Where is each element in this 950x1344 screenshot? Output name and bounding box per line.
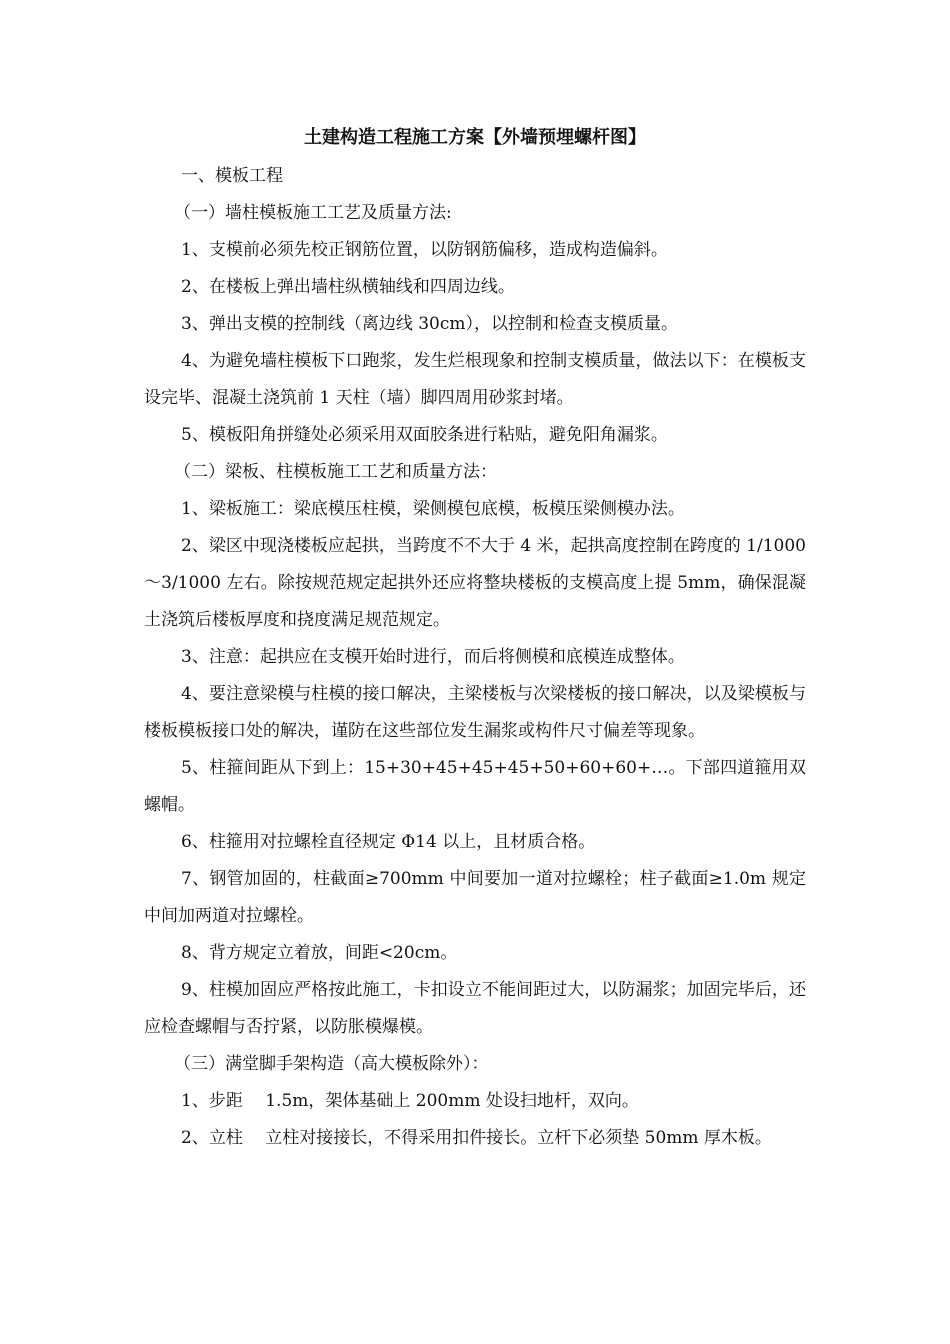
document-title: 土建构造工程施工方案【外墙预埋螺杆图】 — [304, 127, 646, 148]
paragraph: 1、支模前必须先校正钢筋位置，以防钢筋偏移，造成构造偏斜。 — [181, 240, 668, 260]
section-heading-formwork: 一、模板工程 — [181, 166, 283, 186]
paragraph: 6、柱箍用对拉螺栓直径规定 Φ14 以上，且材质合格。 — [181, 832, 596, 852]
paragraph: 2、立柱 立柱对接接长，不得采用扣件接长。立杆下必须垫 50mm 厚木板。 — [181, 1128, 772, 1148]
subsection-heading-beam-slab: （二）梁板、柱模板施工工艺和质量方法： — [174, 462, 497, 482]
paragraph: 9、柱模加固应严格按此施工，卡扣设立不能间距过大，以防漏浆；加固完毕后，还应检查螺帽与否拧紧，以防胀模爆模。 — [144, 980, 806, 1037]
paragraph: 5、柱箍间距从下到上：15+30+45+45+45+50+60+60+…。下部四道箍用双螺帽。 — [144, 758, 806, 815]
paragraph: 2、在楼板上弹出墙柱纵横轴线和四周边线。 — [181, 277, 515, 297]
paragraph: 5、模板阳角拼缝处必须采用双面胶条进行粘贴，避免阳角漏浆。 — [181, 425, 668, 445]
paragraph: 3、注意：起拱应在支模开始时进行，而后将侧模和底模连成整体。 — [181, 647, 685, 667]
paragraph: 2、梁区中现浇楼板应起拱，当跨度不不大于 4 米，起拱高度控制在跨度的 1/1000～3/1000 左右。除按规范规定起拱外还应将整块楼板的支模高度上提 5mm，确保混凝土浇筑后楼板厚度和挠度满足规范规定。 — [144, 536, 806, 630]
subsection-heading-scaffold: （三）满堂脚手架构造（高大模板除外）： — [174, 1054, 489, 1074]
paragraph: 8、背方规定立着放，间距<20cm。 — [181, 943, 458, 963]
paragraph: 1、梁板施工：梁底模压柱模，梁侧模包底模，板模压梁侧模办法。 — [181, 499, 685, 519]
paragraph: 1、步距 1.5m，架体基础上 200mm 处设扫地杆，双向。 — [181, 1091, 639, 1111]
paragraph: 4、为避免墙柱模板下口跑浆，发生烂根现象和控制支模质量，做法以下：在模板支设完毕、混凝土浇筑前 1 天柱（墙）脚四周用砂浆封堵。 — [144, 351, 806, 408]
paragraph: 3、弹出支模的控制线（离边线 30cm），以控制和检查支模质量。 — [181, 314, 678, 334]
paragraph: 7、钢管加固的，柱截面≥700mm 中间要加一道对拉螺栓；柱子截面≥1.0m 规定中间加两道对拉螺栓。 — [144, 869, 806, 926]
paragraph: 4、要注意梁模与柱模的接口解决，主梁楼板与次梁楼板的接口解决，以及梁模板与楼板模板接口处的解决，谨防在这些部位发生漏浆或构件尺寸偏差等现象。 — [144, 684, 806, 741]
subsection-heading-wall-column: （一）墙柱模板施工工艺及质量方法: — [174, 203, 452, 223]
